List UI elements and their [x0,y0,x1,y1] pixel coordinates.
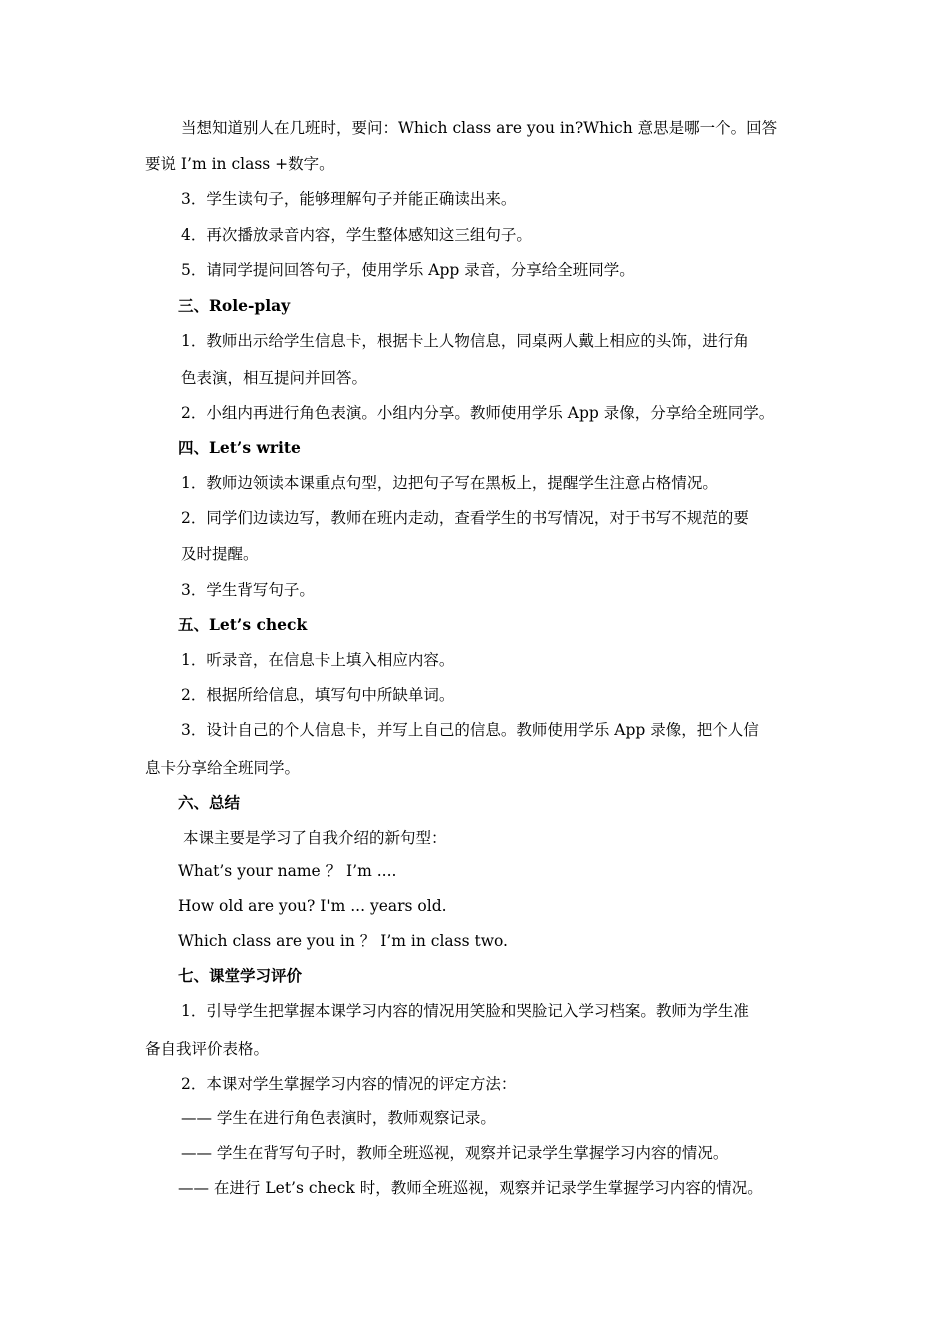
write-item-2-cont: 及时提醒。 [181,545,259,563]
write-item-1: 1．教师边领读本课重点句型，边把句子写在黑板上，提醒学生注意占格情况。 [181,474,718,492]
check-item-2: 2．根据所给信息，填写句中所缺单词。 [181,686,455,704]
evaluation-item-2: 2．本课对学生掌握学习内容的情况的评定方法： [181,1075,517,1093]
summary-sentence-2: How old are you? I'm ... years old. [178,897,447,915]
evaluation-item-1-cont: 备自我评价表格。 [145,1040,270,1058]
section-heading-lets-check: 五、Let’s check [178,615,308,634]
check-item-3: 3．设计自己的个人信息卡，并写上自己的信息。教师使用学乐 App 录像，把个人信 [181,721,759,739]
role-play-item-2: 2．小组内再进行角色表演。小组内分享。教师使用学乐 App 录像，分享给全班同学。 [181,404,775,422]
section-heading-summary: 六、总结 [178,793,241,812]
section-heading-lets-write: 四、Let’s write [178,438,301,457]
evaluation-dash-3: —— 在进行 Let’s check 时，教师全班巡视，观察并记录学生掌握学习内容的情况。 [178,1179,763,1197]
list-item-5: 5．请同学提问回答句子，使用学乐 App 录音，分享给全班同学。 [181,261,635,279]
evaluation-item-1: 1．引导学生把掌握本课学习内容的情况用笑脸和哭脸记入学习档案。教师为学生准 [181,1002,749,1020]
write-item-3: 3．学生背写句子。 [181,581,315,599]
paragraph-line-which-class: 当想知道别人在几班时，要问：Which class are you in?Which 意思是哪一个。回答 [181,119,778,137]
check-item-3-cont: 息卡分享给全班同学。 [145,759,301,777]
list-item-3: 3．学生读句子，能够理解句子并能正确读出来。 [181,190,517,208]
evaluation-dash-1: —— 学生在进行角色表演时，教师观察记录。 [181,1109,496,1127]
summary-intro: 本课主要是学习了自我介绍的新句型： [183,829,447,847]
write-item-2: 2．同学们边读边写，教师在班内走动，查看学生的书写情况，对于书写不规范的要 [181,509,749,527]
role-play-item-1-cont: 色表演，相互提问并回答。 [181,369,368,387]
evaluation-dash-2: —— 学生在背写句子时，教师全班巡视，观察并记录学生掌握学习内容的情况。 [181,1144,729,1162]
section-heading-evaluation: 七、课堂学习评价 [178,966,303,985]
summary-sentence-1: What’s your name ？ I’m .... [178,862,397,880]
paragraph-line-answer: 要说 I’m in class +数字。 [145,155,335,173]
summary-sentence-3: Which class are you in ？ I’m in class two. [178,932,508,950]
section-heading-role-play: 三、Role-play [178,296,291,315]
list-item-4: 4．再次播放录音内容，学生整体感知这三组句子。 [181,226,532,244]
role-play-item-1: 1．教师出示给学生信息卡，根据卡上人物信息，同桌两人戴上相应的头饰，进行角 [181,332,749,350]
check-item-1: 1．听录音，在信息卡上填入相应内容。 [181,651,455,669]
